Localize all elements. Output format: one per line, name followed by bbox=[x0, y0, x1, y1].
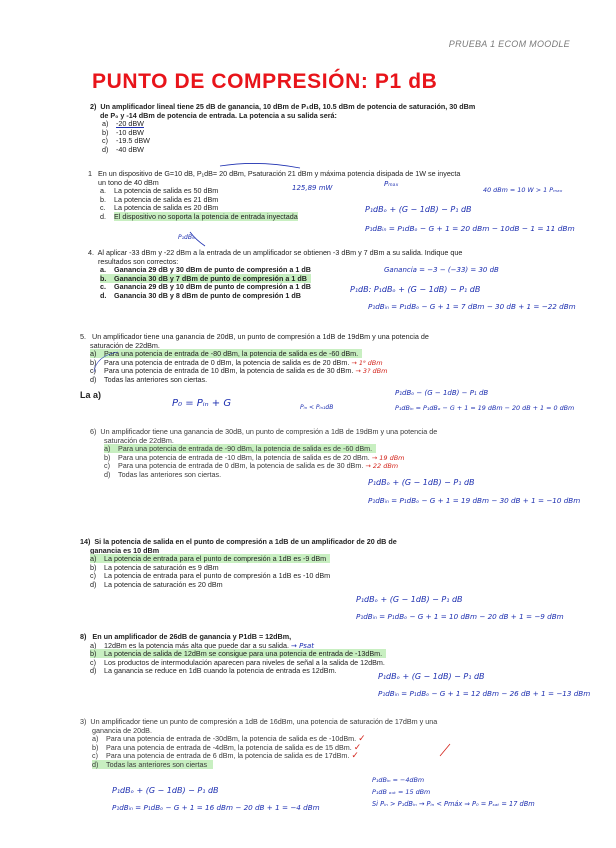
handwritten-note: P₁dBᵢₙ bbox=[178, 234, 196, 241]
question-stem: resultados son correctos: bbox=[98, 256, 179, 266]
option-b[interactable]: b. La potencia de salida es 21 dBm bbox=[100, 194, 219, 204]
handwritten-note: Pᵢₙ < Pᵢₙ₁dB bbox=[300, 404, 334, 411]
question-stem: En un dispositivo de G=10 dB, P₁dB= 20 dBm, Psaturación 21 dBm y máxima potencia disipada de 1W se inyecta bbox=[98, 169, 461, 178]
handwritten-note: P₁dBᵢₙ = −4dBm bbox=[372, 776, 425, 784]
question-stem: Un amplificador lineal tiene 25 dB de ganancia, 10 dBm de P₁dB, 10.5 dBm de potencia de saturación, 30 dBm bbox=[100, 102, 476, 111]
handwritten-formula: P₁dBₒ + (G − 1dB) − P₁ dB bbox=[368, 478, 475, 487]
header-tag: PRUEBA 1 ECOM MOODLE bbox=[448, 39, 570, 49]
option-d[interactable]: d) La potencia de saturación es 20 dBm bbox=[90, 579, 223, 589]
option-a[interactable]: a) Para una potencia de entrada de -90 dBm, la potencia de salida es de -60 dBm. bbox=[104, 445, 437, 454]
handwritten-formula: P₁dBᵢₙ = P₁dBₒ − G + 1 = 12 dBm − 26 dB + 1 = −13 dBm bbox=[378, 689, 591, 698]
question-number: 14) bbox=[80, 537, 91, 546]
question-stem: un tono de 40 dBm bbox=[98, 177, 159, 187]
question-number: 3) bbox=[80, 717, 87, 726]
question-stem: saturación de 22dBm. bbox=[104, 435, 174, 445]
question-stem: Si la potencia de salida en el punto de compresión a 1dB de un amplificador de 20 dB de bbox=[94, 537, 397, 546]
answer-highlight: El dispositivo no soporta la potencia de entrada inyectada bbox=[114, 211, 298, 221]
option-c[interactable]: c) Para una potencia de entrada de 6 dBm, la potencia de salida es de 17dBm. ✓ bbox=[92, 751, 359, 762]
handwritten-formula: P₁dBₒ + (G − 1dB) − P₁ dB bbox=[112, 786, 219, 795]
question-number: 4. bbox=[88, 248, 94, 257]
option-b[interactable]: b) Para una potencia de entrada de -4dBm, la potencia de salida es de 15 dBm. ✓ bbox=[92, 742, 362, 753]
option-a[interactable]: a. Ganancia 29 dB y 30 dBm de punto de compresión a 1 dB bbox=[100, 265, 311, 275]
handwritten-formula: P₁dBₒ − (G − 1dB) − P₁ dB bbox=[395, 389, 489, 397]
handwritten-formula: P₁dBᵢₙ = P₁dBₒ − G + 1 = 7 dBm − 30 dB + 1 = −22 dBm bbox=[368, 302, 576, 311]
option-d[interactable]: d) Todas las anteriores son ciertas. bbox=[104, 469, 222, 479]
option-b[interactable]: b) -10 dBW bbox=[102, 127, 144, 137]
option-a[interactable]: a) La potencia de entrada para el punto de compresión a 1dB es -9 dBm bbox=[90, 555, 397, 564]
question-5 bbox=[80, 333, 429, 399]
question-stem: Un amplificador tiene una ganancia de 30dB, un punto de compresión a 1dB de 19dBm y una potencia de bbox=[100, 427, 438, 436]
page-title: PUNTO DE COMPRESIÓN: P1 dB bbox=[92, 70, 438, 93]
option-a[interactable]: a) Para una potencia de entrada de -80 dBm, la potencia de salida es de -60 dBm. bbox=[90, 350, 429, 359]
question-number: 6) bbox=[90, 427, 97, 436]
answer-label: La a) bbox=[80, 389, 102, 400]
option-c[interactable]: c) La potencia de entrada para el punto de compresión a 1dB es -10 dBm bbox=[90, 571, 331, 581]
handwritten-formula: P₁dBᵢₙ = P₁dBₒ − G + 1 = 19 dBm − 30 dB + 1 = −10 dBm bbox=[368, 496, 581, 505]
handwritten-correction: → 1⁹ dBm bbox=[351, 358, 383, 367]
question-stem: saturación de 22dBm. bbox=[90, 340, 160, 350]
question-stem: Un amplificador tiene un punto de compresión a 1dB de 16dBm, una potencia de saturación de 17dBm y una bbox=[90, 717, 438, 726]
question-stem: ganancia es 10 dBm bbox=[90, 545, 160, 555]
option-b[interactable]: b) Para una potencia de entrada de -10 dBm, la potencia de salida es de 20 dBm. → 19 dBm bbox=[104, 452, 405, 462]
option-c[interactable]: c) Los productos de intermodulación aparecen para niveles de señal a la salida de 12dBm. bbox=[90, 657, 385, 667]
answer-highlight: Para una potencia de entrada de -90 dBm, la potencia de salida es de -60 dBm. bbox=[118, 444, 373, 454]
answer-highlight: La potencia de salida de 12dBm se consigue para una potencia de entrada de -13dBm. bbox=[104, 649, 383, 659]
question-number: 8) bbox=[80, 632, 87, 641]
question-number: 2) bbox=[90, 102, 97, 111]
option-d[interactable]: d) Todas las anteriores son ciertas. bbox=[90, 374, 208, 384]
option-b[interactable]: b) La potencia de saturación es 9 dBm bbox=[90, 562, 219, 572]
handwritten-formula: P₁dBₒ + (G − 1dB) − P₁ dB bbox=[365, 205, 472, 214]
handwritten-note: 125,89 mW bbox=[292, 184, 333, 192]
option-c[interactable]: c. Ganancia 29 dB y 10 dBm de punto de compresión a 1 dB bbox=[100, 282, 311, 292]
handwritten-formula: P₀ = Pᵢₙ + G bbox=[172, 398, 232, 409]
handwritten-correction: → 22 dBm bbox=[365, 462, 399, 471]
question-2 bbox=[90, 103, 475, 155]
question-stem: ganancia de 20dB. bbox=[92, 725, 152, 735]
option-d[interactable]: d) Todas las anteriores son ciertas bbox=[92, 761, 437, 770]
option-d[interactable]: d. Ganancia 30 dB y 8 dBm de punto de compresión 1 dB bbox=[100, 290, 301, 300]
handwritten-note: → Psat bbox=[291, 641, 314, 650]
handwritten-formula: P₁dBᵢₙ = P₁dBₒ − G + 1 = 20 dBm − 10dB − 1 = 11 dBm bbox=[365, 224, 575, 233]
option-a[interactable]: a) -20 dBW bbox=[102, 119, 144, 129]
option-c[interactable]: c. La potencia de salida es 20 dBm bbox=[100, 203, 219, 213]
handwritten-note: Si Pᵢₙ > P₁dBᵢₙ → Pᵢₙ < Pmáx ⇒ P₀ = Pₛₐₜ = 17 dBm bbox=[372, 800, 535, 808]
handwritten-correction: → 19 dBm bbox=[371, 453, 405, 462]
question-stem: En un amplificador de 26dB de ganancia y P1dB = 12dBm, bbox=[92, 632, 292, 641]
handwritten-note: 40 dBm = 10 W > 1 Pₘₐₓ bbox=[483, 186, 563, 194]
question-3 bbox=[80, 718, 437, 770]
option-c[interactable]: c) Para una potencia de entrada de 10 dBm, la potencia de salida es de 30 dBm. → 3? dBm bbox=[90, 366, 388, 376]
option-a[interactable]: a) Para una potencia de entrada de -30dBm, la potencia de salida es de -10dBm. ✓ bbox=[92, 734, 366, 745]
question-stem: Un amplificador tiene una ganancia de 20dB, un punto de compresión a 1dB de 19dBm y una potencia de bbox=[92, 332, 429, 341]
answer-highlight: Ganancia 30 dB y 7 dBm de punto de compresión a 1 dB bbox=[114, 273, 307, 283]
answer-highlight: Todas las anteriores son ciertas bbox=[106, 759, 208, 769]
option-d[interactable]: d) -40 dBW bbox=[102, 144, 144, 154]
question-8 bbox=[80, 633, 386, 676]
answer-highlight: La potencia de entrada para el punto de compresión a 1dB es -9 dBm bbox=[104, 554, 327, 564]
option-b[interactable]: b. Ganancia 30 dB y 7 dBm de punto de compresión a 1 dB bbox=[100, 275, 462, 284]
handwritten-formula: P₁dBᵢₙ = P₁dBₒ − G + 1 = 16 dBm − 20 dB + 1 = −4 dBm bbox=[112, 803, 320, 812]
question-stem: de P₀ y -14 dBm de potencia de entrada. La potencia a su salida será: bbox=[100, 110, 337, 120]
handwritten-formula: P₁dBₒ + (G − 1dB) − P₁ dB bbox=[356, 595, 463, 604]
option-a[interactable]: a) 12dBm es la potencia más alta que puede dar a su salida. → Psat bbox=[90, 640, 314, 650]
option-d[interactable]: d. El dispositivo no soporta la potencia de entrada inyectada bbox=[100, 211, 298, 221]
handwritten-note: Pₘₐₓ bbox=[384, 180, 399, 188]
handwritten-correction: → 3? dBm bbox=[355, 367, 388, 376]
handwritten-formula: P₁dBₒ + (G − 1dB) − P₁ dB bbox=[378, 672, 485, 681]
option-b[interactable]: b) Para una potencia de entrada de 0 dBm, la potencia de salida es de 20 dBm. → 1⁹ dBm bbox=[90, 357, 383, 367]
question-number: 1 bbox=[88, 169, 92, 178]
handwritten-formula: P₁dB: P₁dBₒ + (G − 1dB) − P₁ dB bbox=[350, 285, 481, 294]
question-14 bbox=[80, 538, 397, 590]
handwritten-note: Ganancia = −3 − (−33) = 30 dB bbox=[384, 266, 499, 274]
handwritten-formula: P₁dBᵢₙ = P₁dBₒ − G + 1 = 10 dBm − 20 dB + 1 = −9 dBm bbox=[356, 612, 564, 621]
handwritten-formula: P₁dBᵢₙ = P₁dBₒ − G + 1 = 19 dBm − 20 dB + 1 = 0 dBm bbox=[395, 404, 575, 412]
option-c[interactable]: c) -19.5 dBW bbox=[102, 136, 150, 146]
question-number: 5. bbox=[80, 332, 86, 341]
option-a[interactable]: a. La potencia de salida es 50 dBm bbox=[100, 186, 219, 196]
answer-highlight: Para una potencia de entrada de -80 dBm, la potencia de salida es de -60 dBm. bbox=[104, 349, 359, 359]
question-stem: Al aplicar -33 dBm y -22 dBm a la entrada de un amplificador se obtienen -3 dBm y 7 dBm a su salida. Indique que bbox=[97, 248, 463, 257]
option-c[interactable]: c) Para una potencia de entrada de 0 dBm, la potencia de salida es de 30 dBm. → 22 dBm bbox=[104, 461, 399, 471]
option-b[interactable]: b) La potencia de salida de 12dBm se consigue para una potencia de entrada de -13dBm. bbox=[90, 650, 386, 659]
question-6 bbox=[90, 428, 437, 480]
handwritten-note: P₁dB ₒᵤₜ = 15 dBm bbox=[372, 788, 431, 796]
option-d[interactable]: d) La ganancia se reduce en 1dB cuando la potencia de entrada es 12dBm. bbox=[90, 666, 337, 676]
